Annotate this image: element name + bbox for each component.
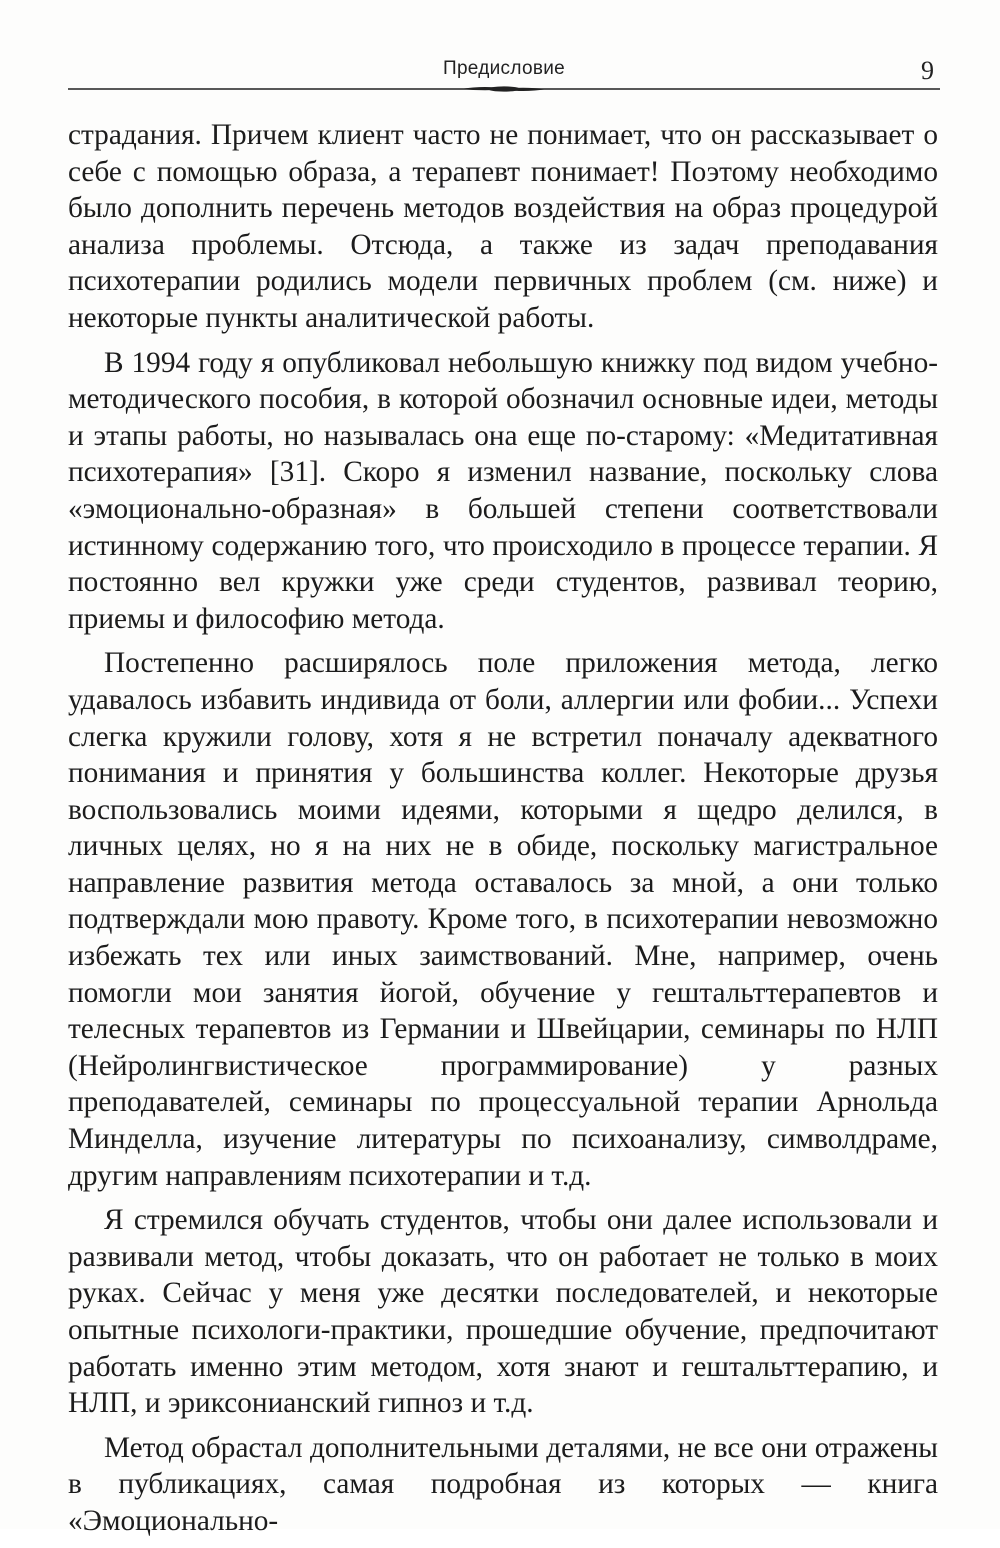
paragraph-5: Метод обрастал дополнительными деталями, не все они отражены в публикациях, самая подробная из которых — книга «Эмоционально- bbox=[68, 1431, 938, 1537]
running-head bbox=[68, 58, 940, 92]
header-rule-ornament bbox=[68, 84, 940, 94]
body-text bbox=[68, 117, 938, 1548]
paragraph-3: Постепенно расширялось поле приложения метода, легко удавалось избавить индивида от боли, аллергии или фобии... Успехи слегка кружили голову, хотя я не встретил поначалу адекватного понимания и принятия у большинства коллег. Некоторые друзья воспользовались моими идеями, которыми я щедро делился, в личных целях, но я на них не в обиде, поскольку магистральное направление развития метода оставалось за мной, а они только подтверждали мою правоту. Кроме того, в психотерапии невозможно избежать тех или иных заимствований. Мне, например, очень помогли мои занятия йогой, обучение у гештальттерапевтов и телесных терапевтов из Германии и Швейцарии, семинары по НЛП (Нейролингвистическое программирование) у разных преподавателей, семинары по процессуальной терапии Арнольда Минделла, изучение литературы по психоанализу, символдраме, другим направлениям психотерапии и т.д. bbox=[68, 647, 938, 1192]
paragraph-1: страдания. Причем клиент часто не понимает, что он рассказывает о себе с помощью образа, а терапевт понимает! Поэтому необходимо было дополнить перечень методов воздействия на образ процедурой анализа проблемы. Отсюда, а также из задач преподавания психотерапии родились модели первичных проблем (см. ниже) и некоторые пункты аналитической работы. bbox=[68, 119, 938, 334]
running-title: Предисловие bbox=[442, 58, 565, 79]
paragraph-2: В 1994 году я опубликовал небольшую книжку под видом учебно-методического пособия, в которой обозначил основные идеи, методы и этапы работы, но называлась она еще по-старому: «Медитативная психотерапия» [31]. Скоро я изменил название, поскольку слова «эмоционально-образная» в большей степени соответствовали истинному содержанию того, что происходило в процессе терапии. Я постоянно вел кружки уже среди студентов, развивал теорию, приемы и философию метода. bbox=[68, 346, 938, 635]
paragraph-4: Я стремился обучать студентов, чтобы они далее использовали и развивали метод, чтобы доказать, что он работает не только в моих руках. Сейчас у меня уже десятки последователей, и некоторые опытные психологи-практики, прошедшие обучение, предпочитают работать именно этим методом, хотя знают и гештальттерапию, и НЛП, и эриксонианский гипноз и т.д. bbox=[68, 1204, 938, 1420]
page-number: 9 bbox=[921, 56, 934, 85]
